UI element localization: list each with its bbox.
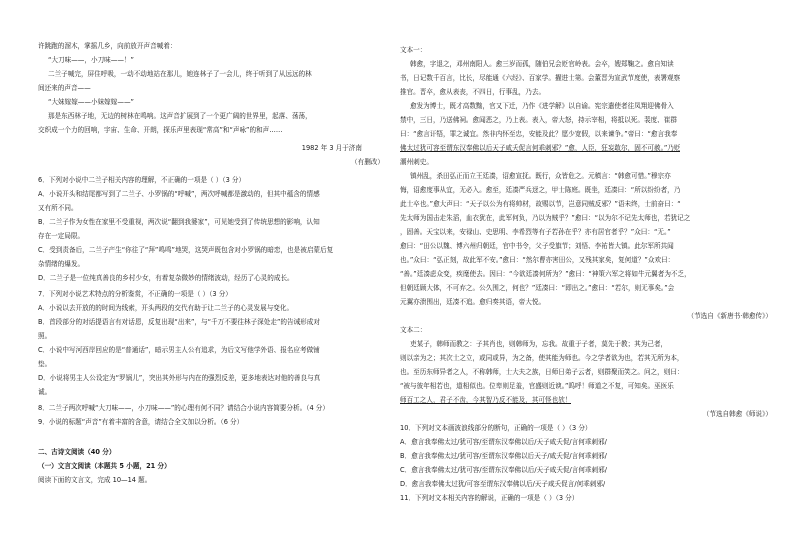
option-line: A．小说开头和结尾都写到了二兰子、小罗锅的“呼喊”，两次呼喊都是激动的，但其中蕴含的情感: [38, 190, 320, 198]
passage-line: 书，日记数千百言，比长，尽能通《六经》、百家学。擢进士第。会董晋为宣武节度使，表署观察: [400, 74, 681, 82]
passage-line: ，固善。天宝以来，安禄山、史思明、李希烈等有子若孙在乎？亦有居官者乎？”众曰：“无。”: [400, 228, 671, 236]
text-one-source: （节选自《新唐书·韩愈传》）: [687, 312, 772, 320]
passage-line: 也。”众曰：“弘正刻，故此军不安。”愈曰：“然尔曹亦害田公，又残其家矣，复何道？”众欢曰：: [400, 256, 675, 264]
passage-line: 愈曰：“田公以魏、博六州归朝廷，官中书令，父子受旗节；刘悟、李祐皆大镇。此尔军所共闻: [400, 242, 674, 250]
passage-line: 则以亲为之；其次士之立，或同或异，为之备，使其能为师也。今之学者欲为也，若其无所为本，: [400, 354, 684, 362]
passage-line: 禁中，三日，乃送佛祠。愈闻恶之，乃上表。表入，帝大怒，持示宰相，将抵以死。裴度、崔群: [400, 116, 677, 124]
question-11: 11．下列对文本相关内容的解说，正确的一项是（ ）（3 分）: [400, 494, 579, 502]
passage-line-wavy: 佛太过犹可容至谓东汉奉佛以后天子咸夭促言何乖刺邪？”愈，人臣，狂妄敢尔，固不可赦。”乃贬: [400, 144, 681, 152]
option-b: B．愈言我奉佛太过/犹可容/至谓东汉奉佛以后天子/咸夭促/言何乖刺邪/: [400, 452, 607, 460]
option-line: D．小说将男主人公设定为“罗锅儿”，突出其外形与内在的强烈反差，更多地表达对他的善良与真: [38, 374, 321, 382]
text-two-label: 文本二：: [400, 326, 427, 334]
passage-line: 也。至历东师异者之人，不称韩师，士大夫之族，日师日弟子云者，则群聚而笑之。问之，则曰：: [400, 368, 684, 376]
story-line: 二兰子喊完，屏住呼吸，一动不动地站在那儿，她连林子了一会儿，终于听到了从远远的林: [48, 70, 312, 78]
passage-line: 镇州乱，杀田弘正而立王廷凑，诏愈宣抚。既行，众皆危之。元稹言：“韩愈可惜。”穆宗亦: [410, 172, 671, 180]
story-source: （有删改）: [351, 158, 384, 166]
passage-line: 先太师为国击走朱滔，血衣犹在，此军何负，乃以为贼乎？”愈曰：“以为尔不记先太师也，若犹记之: [400, 214, 691, 222]
passage-line: “善。”廷凑虑众变，疾麾使去。因曰：“今欲廷凑何所为？”愈曰：“神策六军之将如牛元翼者为不乏，: [400, 270, 691, 278]
option-d: D．愈言我奉佛太过犹/可容至谓东汉奉佛以后/天子咸夭促言/何乖刺邪/: [400, 480, 606, 488]
section-title: 二、古诗文阅读（40 分）: [38, 448, 116, 456]
passage-line: 但朝廷顾大体，不可弃之。公久围之，何也？”廷凑曰：“即出之。”愈曰：“若尔，则无事矣。”会: [400, 284, 675, 292]
story-line: 那是东西林子地，无边的树林在鸣响。这声音扩展到了一个更广阔的世界里，起落、荡荡，: [48, 112, 312, 120]
passage-line: “被与彼年相若也，道相似也。位卑则足羞，官盛则近谀。”呜呼！师道之不复，可知矣。巫医乐: [400, 382, 674, 390]
passage-line-underlined: 师百工之人，君子不齿，今其智乃反不能及，其可怪也欤！: [400, 396, 572, 404]
passage-line: 愈发为博士，既才高数黜，官又下迁，乃作《进学解》以自谕。宪宗遣使者往凤翔迎佛骨入: [410, 102, 674, 110]
question-7: 7．下列对小说艺术特点的分析鉴赏，不正确的一项是（ ）（3 分）: [38, 290, 232, 298]
passage-line: 悔，诏愈度事从宜，无必入。愈至，廷凑严兵迓之，甲士陈庭。既坐，廷凑曰：“所以纷纷者，乃: [400, 186, 681, 194]
reading-instruction: 阅读下面的文言文，完成 10—14 题。: [38, 476, 152, 484]
option-line: 垫。: [38, 360, 52, 368]
passage-line: 韩愈，字退之，邓州南阳人。愈三岁而孤，随伯兄会贬官岭表。会卒，嫂郑鞠之。愈自知读: [410, 60, 674, 68]
question-9: 9．小说的标题“声音”有着丰富的含意，请结合全文加以分析。（6 分）: [38, 418, 244, 426]
option-line: 又有所不同。: [38, 204, 78, 212]
option-line: 照。: [38, 332, 52, 340]
question-8: 8．二兰子两次呼喊“大刀味——，小刀味——”的心理有何不同？请结合小说内容简要分析。（4 分）: [38, 404, 329, 412]
passage-line: 元翼亦溃围出，廷凑不追。愈归奏其语，帝大悦。: [400, 298, 546, 306]
passage-line: 曰：“愈言讦牾，罪之诚宜。然非内怀至忠，安能及此？愿少宽假，以来谏争。”帝曰：“愈言我奉: [400, 130, 678, 138]
option-line: C．受到责备后，二兰子产生“你往了“拜”鸣鸣”地哭，这哭声既包含对小罗锅的暗恋，也是被启蒙后复: [38, 246, 334, 254]
option-line: B．首段部分的对话提语言有对话恩，反复出现“出来”，与“千万不要往林子深处走”的告诫形成对: [38, 318, 320, 326]
option-line: 诚。: [38, 388, 52, 396]
option-a: A．愈言我奉佛太过/犹可容/至谓东汉奉佛以后/天子咸夭促/言何乖刺邪/: [400, 438, 607, 446]
question-6: 6．下列对小说中二兰子相关内容的理解，不正确的一项是（ ）（3 分）: [38, 176, 246, 184]
option-line: D．二兰子是一位纯真善良的乡村少女，有着复杂微妙的情绪波动，经历了心灵的成长。: [38, 274, 294, 282]
question-10: 10．下列对文本画波浪线部分的断句，正确的一项是（ ）（3 分）: [400, 424, 592, 432]
story-date: 1982 年 3 月于济南: [301, 144, 362, 152]
story-line: 间还来的声音——: [38, 84, 91, 92]
passage-line: 此士卒也。”愈大声曰：“天子以公为有将帅材，故赐以节，岂意同贼反邪？”语未终，士前奋曰：“: [400, 200, 681, 208]
option-line: C．小说中写河西岸回应的是“普通话”，暗示男主人公有追求，为后文写他学外语、报名应考做铺: [38, 346, 320, 354]
text-one-label: 文本一：: [400, 46, 427, 54]
option-line: 杂情绪的爆发。: [38, 260, 85, 268]
passage-line: 推官。晋卒，愈从表丧，不四日，行事乱，乃去。: [400, 88, 546, 96]
option-c: C．愈言我奉佛太过/犹可容/至谓东汉奉佛以后/天子咸夭促/言何乖刺邪/: [400, 466, 607, 474]
passage-line: 潮州刺史。: [400, 158, 433, 166]
subsection-title: （一）文言文阅读（本题共 5 小题，21 分）: [38, 462, 171, 470]
story-line: 许跳跑的溜木，掌摇几乡，向前放开声音喊着：: [38, 42, 177, 50]
option-line: 存在一定局限。: [38, 232, 85, 240]
story-line: 交织成一个力的回响，宇宙、生命、开朗，探乐声里表现“常高”和“声咏”的和声……: [38, 126, 283, 134]
story-line: “大妹嫁嫁——小妹嫁嫁——”: [48, 98, 134, 106]
option-line: B．二兰子作为女性在家里不受重视，两次说“翻到我婆家”，可见她受到了传统思想的影响，认知: [38, 218, 320, 226]
text-two-source: （节选自韩愈《师说》）: [702, 410, 772, 418]
passage-line: 吏某子，韩师而教之：子其肖也，则韩师为，忘我。故重于子者，莫先于教；其为己者，: [410, 340, 668, 348]
story-line: “大刀味——，小刀味——！”: [48, 56, 134, 64]
option-line: A．小说以去开放的的时间为线索，开头两段的交代有助于让二兰子的心灵发展与变化。: [38, 304, 294, 312]
